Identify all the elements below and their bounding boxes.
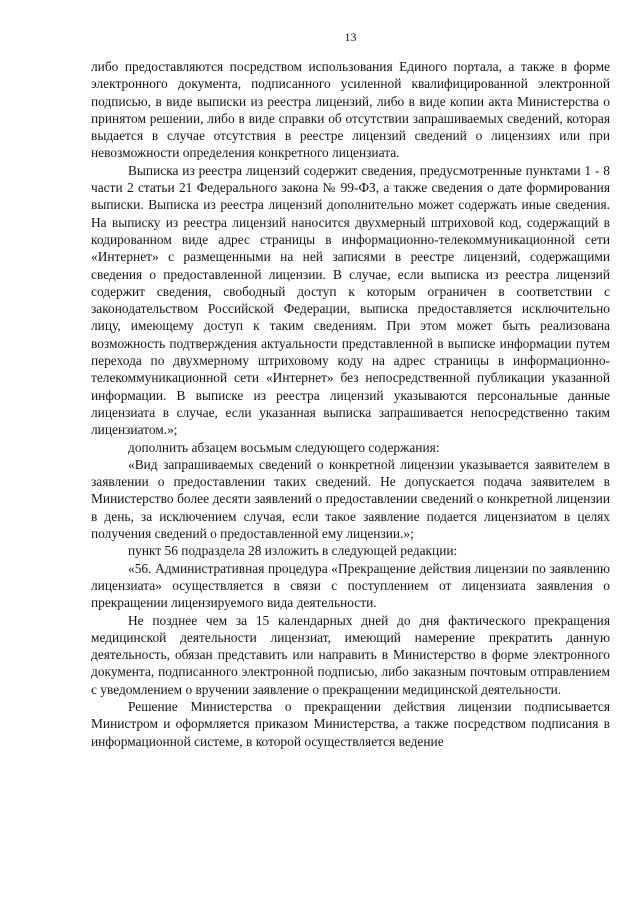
paragraph: «56. Административная процедура «Прекращение действия лицензии по заявлению лицензиата» осуществляется в связи с поступлением от лицензиата заявления о прекращении лицензируемого вида деятельности. [91, 560, 610, 611]
paragraph: пункт 56 подраздела 28 изложить в следующей редакции: [128, 543, 458, 559]
paragraph: Решение Министерства о прекращении действия лицензии подписывается Министром и оформляется приказом Министерства, а также посредством подписания в информационной системе, в которой осуществляется ведение [91, 698, 610, 749]
document-body [91, 58, 610, 750]
paragraph: либо предоставляются посредством использования Единого портала, а также в форме электронного документа, подписанного усиленной квалифицированной электронной подписью, в виде выписки из реестра лицензий, либо в виде копии акта Министерства о принятом решении, либо в виде справки об отсутствии запрашиваемых сведений, которая выдается в случае отсутствия в реестре лицензий сведений о лицензиях или при невозможности определения конкретного лицензиата. [91, 59, 610, 161]
page-number: 13 [344, 30, 357, 44]
paragraph: Выписка из реестра лицензий содержит сведения, предусмотренные пунктами 1 - 8 части 2 статьи 21 Федерального закона № 99-ФЗ, а также сведения о дате формирования выписки. Выписка из реестра лицензий дополнительно может содержать иные сведения. На выписку из реестра лицензий наносится двухмерный штриховой код, содержащий в кодированном виде адрес страницы в информационно-телекоммуникационной сети «Интернет» с размещенными на ней записями в реестре лицензий, содержащими сведения о предоставленной лицензии. В случае, если выписка из реестра лицензий содержит сведения, свободный доступ к которым ограничен в соответствии с законодательством Российской Федерации, выписка предоставляется исключительно лицу, имеющему доступ к таким сведениям. При этом может быть реализована возможность подтверждения актуальности представленной в выписке информации путем перехода по двухмерному штриховому коду на адрес страницы в информационно-телекоммуникационной сети «Интернет» без непосредственной публикации указанной информации. В выписке из реестра лицензий указываются персональные данные лицензиата в случае, если указанная выписка запрашивается непосредственно таким лицензиатом.»; [91, 162, 610, 438]
paragraph: «Вид запрашиваемых сведений о конкретной лицензии указывается заявителем в заявлении о предоставлении таких сведений. Не допускается подача заявителем в Министерство более десяти заявлений о предоставлении сведений о конкретной лицензии в день, за исключением случая, если такое заявление подается лицензиатом в целях получения сведений о предоставленной ему лицензии.»; [91, 456, 610, 542]
paragraph: Не позднее чем за 15 календарных дней до дня фактического прекращения медицинской деятельности лицензиат, имеющий намерение прекратить данную деятельность, обязан представить или направить в Министерство в форме электронного документа, подписанного электронной подписью, либо заказным почтовым отправлением с уведомлением о вручении заявление о прекращении медицинской деятельности. [91, 612, 610, 697]
paragraph: дополнить абзацем восьмым следующего содержания: [128, 439, 440, 455]
